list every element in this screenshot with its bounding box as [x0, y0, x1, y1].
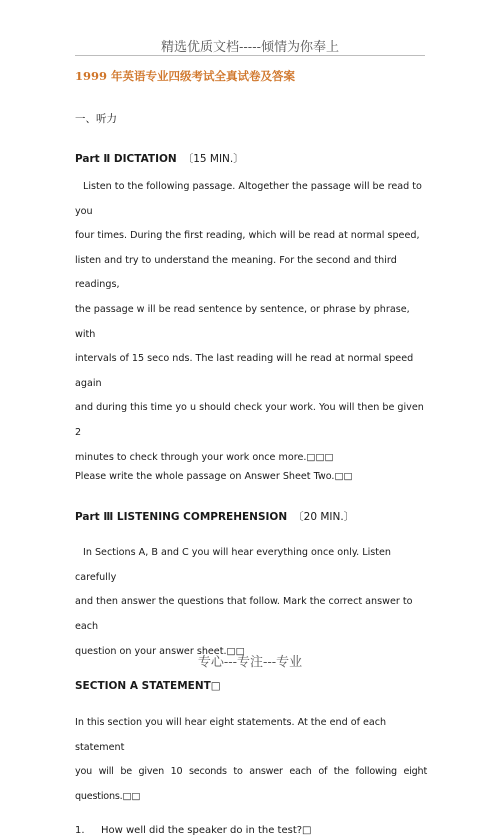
page-header: 精选优质文档-----倾情为你奉上: [161, 40, 339, 55]
document-title: 1999 年英语专业四级考试全真试卷及答案: [75, 69, 296, 83]
question-number: 1.: [75, 825, 85, 836]
part2-line: the passage w ill be read sentence by sentence, or phrase by phrase, with: [75, 303, 410, 340]
part3-line: question on your answer sheet.□□: [75, 645, 245, 657]
part2-heading: [75, 151, 427, 166]
section-a-line: you will be given 10 seconds to answer each of the following eight questions.□□: [75, 766, 427, 802]
section-a-heading: SECTION A STATEMENT□: [75, 680, 221, 693]
part3-line: In Sections A, B and C you will hear everything once only. Listen carefully: [75, 547, 392, 583]
section-heading-listening: 一、听力: [75, 113, 117, 125]
part2-time: 〔15 MIN.〕: [182, 153, 244, 165]
document-body: [75, 68, 427, 836]
part2-line: minutes to check through your work once more.□□□: [75, 451, 334, 463]
part3-heading: [75, 509, 427, 524]
part2-line: and during this time yo u should check your work. You will then be given 2: [75, 402, 424, 438]
part3-instructions: [75, 541, 427, 664]
part2-instructions: [75, 175, 427, 484]
page-footer: 专心---专注---专业: [197, 655, 303, 670]
part3-line: and then answer the questions that follow. Mark the correct answer to each: [75, 596, 413, 632]
part2-line: intervals of 15 seco nds. The last reading will he read at normal speed again: [75, 353, 414, 389]
part3-time: 〔20 MIN.〕: [293, 511, 355, 524]
part2-note: Please write the whole passage on Answer Sheet Two.□□: [75, 471, 353, 483]
part2-label: Part Ⅱ DICTATION: [75, 153, 177, 165]
part2-line: four times. During the first reading, which will be read at normal speed,: [75, 230, 420, 242]
part2-line: listen and try to understand the meaning. For the second and third readings,: [75, 254, 397, 291]
question-text: How well did the speaker do in the test?□: [101, 825, 312, 836]
header-divider: [75, 55, 425, 56]
question-item: [75, 825, 427, 836]
section-a-instructions: [75, 711, 427, 809]
part3-label: Part Ⅲ LISTENING COMPREHENSION: [75, 511, 288, 524]
part2-line: Listen to the following passage. Altogether the passage will be read to you: [75, 181, 422, 217]
section-a-line: In this section you will hear eight statements. At the end of each statement: [75, 717, 387, 753]
